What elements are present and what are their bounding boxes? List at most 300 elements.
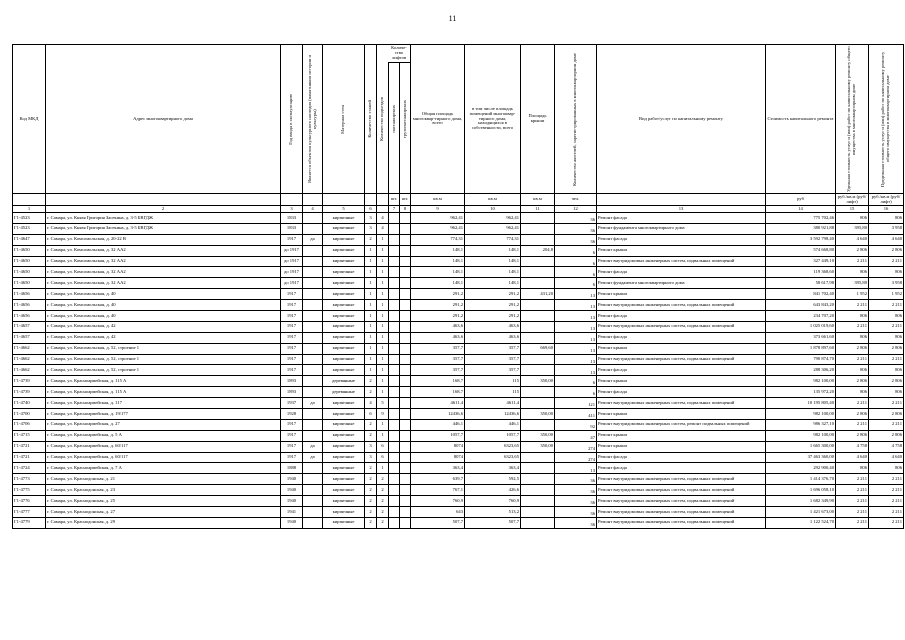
cell-lp — [389, 311, 400, 322]
cell-cost: 380 921,88 — [766, 223, 836, 234]
cell-unit: 2 211 — [836, 517, 869, 528]
cell-unit: 806 — [836, 365, 869, 376]
cell-heritage — [303, 332, 323, 343]
cell-entr: 1 — [377, 245, 389, 256]
cell-address: г. Самара, ул. Комсомольская, д. 52, строение 1 — [46, 365, 281, 376]
cell-heritage — [303, 343, 323, 354]
cell-floors: 1 — [365, 365, 377, 376]
column-number: 2 — [46, 206, 281, 213]
cell-cost: 234 707,20 — [766, 311, 836, 322]
cell-lc — [400, 398, 411, 409]
cell-lp — [389, 496, 400, 507]
cell-cost: 292 900,40 — [766, 463, 836, 474]
cell-total: 1057,7 — [411, 430, 465, 441]
cell-lc — [400, 289, 411, 300]
col-header-entrances: Количество подъездов — [377, 45, 389, 194]
cell-heritage: да — [303, 398, 323, 409]
table-row — [13, 463, 904, 474]
cell-year: 1940 — [281, 496, 303, 507]
cell-work: Ремонт внутридомовых инженерных систем, ремонт подвальных помещений — [597, 419, 766, 430]
cell-work: Ремонт крыши — [597, 343, 766, 354]
cell-entr: 1 — [377, 463, 389, 474]
cell-floors: 2 — [365, 430, 377, 441]
unit-rub-sqm: руб./кв.м (руб/лифт) — [836, 194, 869, 206]
cell-floors: 1 — [365, 343, 377, 354]
cell-address: г. Самара, ул. Комсомольская, д. 40 — [46, 311, 281, 322]
cell-cost: 775 702,46 — [766, 213, 836, 224]
cell-unit: 2 211 — [836, 354, 869, 365]
header-row — [13, 45, 904, 194]
cell-lc — [400, 419, 411, 430]
cell-owned: 507,7 — [465, 517, 521, 528]
cell-work: Ремонт фасада — [597, 234, 766, 245]
cell-wall: кирпичные — [323, 213, 365, 224]
cell-lc — [400, 409, 411, 420]
cell-lp — [389, 245, 400, 256]
cell-address: г. Самара, ул. Комсомольская, д. 52, строение 1 — [46, 354, 281, 365]
cell-cost: 10 195 805,40 — [766, 398, 836, 409]
cell-year: 1917 — [281, 321, 303, 332]
cell-entr: 1 — [377, 300, 389, 311]
cell-max: 2 211 — [869, 419, 904, 430]
table-row — [13, 517, 904, 528]
column-number: 7 — [389, 206, 400, 213]
cell-floors: 1 — [365, 267, 377, 278]
cell-wall: кирпичные — [323, 485, 365, 496]
cell-heritage — [303, 463, 323, 474]
cell-work: Ремонт внутридомовых инженерных систем, подвальных помещений — [597, 485, 766, 496]
cell-max: 2 806 — [869, 376, 904, 387]
cell-wall: кирпичные — [323, 321, 365, 332]
cell-max: 806 — [869, 267, 904, 278]
cell-cost: 643 843,20 — [766, 300, 836, 311]
cell-max: 2 806 — [869, 343, 904, 354]
col-header-lifts: Количе-ство лифтов — [388, 45, 410, 63]
cell-people: 6 — [555, 376, 597, 387]
cell-max: 2 211 — [869, 300, 904, 311]
cell-lc — [400, 278, 411, 289]
cell-max: 3 958 — [869, 278, 904, 289]
cell-owned: 357,7 — [465, 354, 521, 365]
cell-wall: кирпичные — [323, 398, 365, 409]
cell-entr: 1 — [377, 267, 389, 278]
table-row — [13, 256, 904, 267]
cell-owned: 357,7 — [465, 343, 521, 354]
cell-owned: 760,9 — [465, 496, 521, 507]
cell-cost: 373 661,60 — [766, 332, 836, 343]
cell-cost: 1 025 019,60 — [766, 321, 836, 332]
cell-year: 1917 — [281, 300, 303, 311]
table-row — [13, 332, 904, 343]
column-number: 3 — [281, 206, 303, 213]
cell-work: Ремонт крыши — [597, 289, 766, 300]
cell-cost: 3 592 798,40 — [766, 234, 836, 245]
cell-lc — [400, 332, 411, 343]
cell-people: 36 — [555, 485, 597, 496]
cell-owned: 592,5 — [465, 474, 521, 485]
cell-heritage — [303, 474, 323, 485]
cell-lc — [400, 365, 411, 376]
cell-total: 148,1 — [411, 267, 465, 278]
cell-floors: 1 — [365, 289, 377, 300]
cell-wall: кирпичные — [323, 507, 365, 518]
cell-wall: кирпичные — [323, 365, 365, 376]
cell-wall: кирпичные — [323, 419, 365, 430]
table-row — [13, 376, 904, 387]
cell-roof — [521, 267, 555, 278]
cell-wall: кирпичные — [323, 474, 365, 485]
cell-lc — [400, 213, 411, 224]
cell-total: 446,1 — [411, 419, 465, 430]
table-row — [13, 430, 904, 441]
table-row — [13, 321, 904, 332]
cell-owned: 148,1 — [465, 245, 521, 256]
cell-code: Г1-4662 — [13, 354, 46, 365]
cell-lp — [389, 452, 400, 463]
cell-cost: 982 100,00 — [766, 430, 836, 441]
cell-roof: 431,20 — [521, 289, 555, 300]
cell-work: Ремонт фасада — [597, 332, 766, 343]
unit-pcs: шт. — [400, 194, 411, 206]
cell-floors: 2 — [365, 463, 377, 474]
cell-code: Г1-4662 — [13, 343, 46, 354]
cell-lc — [400, 300, 411, 311]
cell-code: Г1-4706 — [13, 419, 46, 430]
cell-lp — [389, 507, 400, 518]
cell-address: г. Самара, ул. Краснодонская, д. 27 — [46, 507, 281, 518]
cell-total: 357,7 — [411, 354, 465, 365]
cell-year: 1917 — [281, 343, 303, 354]
cell-people: 36 — [555, 517, 597, 528]
cell-work: Ремонт внутридомовых инженерных систем, подвальных помещений — [597, 300, 766, 311]
col-header-year: Год ввода в эксплуатацию — [281, 45, 303, 194]
cell-unit: 806 — [836, 332, 869, 343]
cell-entr: 1 — [377, 354, 389, 365]
cell-roof — [521, 474, 555, 485]
cell-code: Г1-4779 — [13, 517, 46, 528]
cell-code: Г1-4739 — [13, 376, 46, 387]
cell-address: г. Самара, ул. Комсомольская, д. 40 — [46, 300, 281, 311]
cell-total: 357,7 — [411, 343, 465, 354]
cell-code: Г1-4721 — [13, 441, 46, 452]
cell-unit: 2 211 — [836, 321, 869, 332]
column-number: 16 — [869, 206, 904, 213]
cell-wall: кирпичные — [323, 354, 365, 365]
cell-address: г. Самара, ул. Князя Григория Засекина, д. 3-5 БВГДЖ — [46, 213, 281, 224]
cell-people: 13 — [555, 343, 597, 354]
cell-owned: 291,2 — [465, 289, 521, 300]
cell-entr: 1 — [377, 387, 389, 398]
cell-year: до 1917 — [281, 267, 303, 278]
cell-total: 463,6 — [411, 321, 465, 332]
cell-lc — [400, 311, 411, 322]
cell-unit: 2 211 — [836, 496, 869, 507]
cell-year: 1917 — [281, 332, 303, 343]
cell-code: Г1-4721 — [13, 452, 46, 463]
table-row — [13, 452, 904, 463]
cell-year: 1917 — [281, 441, 303, 452]
cell-unit: 395,80 — [836, 278, 869, 289]
repair-register-table — [12, 44, 904, 529]
cell-max: 2 211 — [869, 354, 904, 365]
cell-lp — [389, 234, 400, 245]
cell-people: 6 — [555, 278, 597, 289]
cell-lc — [400, 387, 411, 398]
cell-lc — [400, 507, 411, 518]
cell-entr: 1 — [377, 332, 389, 343]
cell-heritage — [303, 223, 323, 234]
cell-work: Ремонт фасада — [597, 452, 766, 463]
cell-owned: 363,4 — [465, 463, 521, 474]
cell-total: 760,9 — [411, 496, 465, 507]
cell-roof — [521, 517, 555, 528]
cell-owned: 962,41 — [465, 213, 521, 224]
cell-floors: 6 — [365, 409, 377, 420]
cell-people: 274 — [555, 452, 597, 463]
cell-total: 148,1 — [411, 278, 465, 289]
cell-entr: 1 — [377, 234, 389, 245]
cell-max: 2 211 — [869, 321, 904, 332]
cell-lp — [389, 441, 400, 452]
cell-roof — [521, 223, 555, 234]
cell-max: 3 958 — [869, 223, 904, 234]
cell-lc — [400, 452, 411, 463]
cell-total: 8074 — [411, 452, 465, 463]
cell-heritage: да — [303, 441, 323, 452]
cell-total: 4611,4 — [411, 398, 465, 409]
cell-code: Г1-4724 — [13, 463, 46, 474]
cell-floors: 2 — [365, 517, 377, 528]
cell-cost: 790 874,70 — [766, 354, 836, 365]
cell-unit: 2 211 — [836, 256, 869, 267]
cell-year: до 1917 — [281, 256, 303, 267]
cell-work: Ремонт фасада — [597, 267, 766, 278]
cell-people: 13 — [555, 354, 597, 365]
cell-owned: 148,1 — [465, 256, 521, 267]
cell-address: г. Самара, ул. Комсомольская, д. 20-22 В — [46, 234, 281, 245]
cell-wall: кирпичные — [323, 300, 365, 311]
col-header-work-type: Вид работ/услуг по капитальному ремонту — [597, 45, 766, 194]
cell-wall: деревянные — [323, 376, 365, 387]
cell-wall: кирпичные — [323, 267, 365, 278]
cell-total: 774,31 — [411, 234, 465, 245]
cell-heritage — [303, 321, 323, 332]
cell-work: Ремонт внутридомовых инженерных систем, подвальных помещений — [597, 507, 766, 518]
cell-floors: 3 — [365, 441, 377, 452]
cell-owned: 115 — [465, 387, 521, 398]
cell-lp — [389, 376, 400, 387]
cell-work: Ремонт крыши — [597, 441, 766, 452]
cell-owned: 513,2 — [465, 507, 521, 518]
cell-floors: 1 — [365, 311, 377, 322]
cell-roof: 350,00 — [521, 441, 555, 452]
cell-entr: 2 — [377, 485, 389, 496]
cell-people: 13 — [555, 321, 597, 332]
cell-roof: 350,00 — [521, 376, 555, 387]
table-row — [13, 387, 904, 398]
cell-roof — [521, 332, 555, 343]
cell-people: 36 — [555, 223, 597, 234]
cell-lc — [400, 485, 411, 496]
cell-work: Ремонт крыши — [597, 376, 766, 387]
cell-people: 36 — [555, 474, 597, 485]
cell-code: Г1-4656 — [13, 311, 46, 322]
cell-cost: 1 696 058,10 — [766, 485, 836, 496]
cell-floors: 2 — [365, 419, 377, 430]
col-header-residents: Количество жителей, зарегистрированных в многоквартирном доме — [555, 45, 597, 194]
cell-roof — [521, 496, 555, 507]
cell-entr: 1 — [377, 321, 389, 332]
cell-year: 1833 — [281, 223, 303, 234]
cell-address: г. Самара, ул. Красноармейская, д. 27 — [46, 419, 281, 430]
cell-year: 1893 — [281, 387, 303, 398]
cell-total: 8074 — [411, 441, 465, 452]
cell-lc — [400, 354, 411, 365]
cell-code: Г1-4777 — [13, 507, 46, 518]
unit-pcs: шт. — [389, 194, 400, 206]
cell-max: 2 806 — [869, 409, 904, 420]
cell-wall: кирпичные — [323, 234, 365, 245]
cell-address: г. Самара, ул. Князя Григория Засекина, д. 3-5 БВГДЖ — [46, 223, 281, 234]
cell-heritage — [303, 517, 323, 528]
cell-code: Г1-4662 — [13, 365, 46, 376]
cell-wall: кирпичные — [323, 496, 365, 507]
table-row — [13, 496, 904, 507]
cell-year: 1833 — [281, 213, 303, 224]
cell-address: г. Самара, ул. Краснодонская, д. 29 — [46, 517, 281, 528]
cell-cost: 841 702,40 — [766, 289, 836, 300]
cell-code: Г1-4657 — [13, 321, 46, 332]
cell-people: 6 — [555, 256, 597, 267]
cell-floors: 2 — [365, 474, 377, 485]
cell-cost: 982 100,00 — [766, 376, 836, 387]
cell-people: 13 — [555, 332, 597, 343]
table-row — [13, 245, 904, 256]
table-row — [13, 300, 904, 311]
cell-year: 1928 — [281, 409, 303, 420]
column-number: 4 — [303, 206, 323, 213]
cell-floors: 1 — [365, 354, 377, 365]
cell-people: 47 — [555, 430, 597, 441]
cell-lp — [389, 430, 400, 441]
cell-unit: 806 — [836, 267, 869, 278]
cell-total: 148,1 — [411, 245, 465, 256]
cell-code: Г1-4650 — [13, 256, 46, 267]
cell-work: Ремонт внутридомовых инженерных систем, подвальных помещений — [597, 398, 766, 409]
cell-people: 121 — [555, 398, 597, 409]
cell-entr: 2 — [377, 517, 389, 528]
cell-floors: 2 — [365, 376, 377, 387]
cell-max: 2 211 — [869, 485, 904, 496]
cell-year: 1888 — [281, 463, 303, 474]
cell-entr: 9 — [377, 409, 389, 420]
table-row — [13, 419, 904, 430]
cell-cost: 1 665 300,00 — [766, 441, 836, 452]
cell-heritage — [303, 430, 323, 441]
cell-lp — [389, 365, 400, 376]
cell-lp — [389, 485, 400, 496]
cell-roof — [521, 213, 555, 224]
cell-lp — [389, 463, 400, 474]
cell-wall: кирпичные — [323, 245, 365, 256]
cell-lc — [400, 234, 411, 245]
cell-cost: 574 668,80 — [766, 245, 836, 256]
cell-wall: кирпичные — [323, 343, 365, 354]
column-number: 10 — [465, 206, 521, 213]
cell-work: Ремонт фундамента многоквартирного дома — [597, 278, 766, 289]
cell-lc — [400, 463, 411, 474]
cell-max: 2 806 — [869, 430, 904, 441]
cell-entr: 1 — [377, 430, 389, 441]
column-number: 11 — [521, 206, 555, 213]
cell-floors: 2 — [365, 485, 377, 496]
cell-total: 168,7 — [411, 376, 465, 387]
col-header-lifts-cargo: грузопассажирских — [400, 45, 411, 194]
cell-roof — [521, 485, 555, 496]
cell-code: Г1-4776 — [13, 496, 46, 507]
cell-max: 806 — [869, 365, 904, 376]
cell-owned: 115 — [465, 376, 521, 387]
cell-max: 1 952 — [869, 289, 904, 300]
cell-lp — [389, 343, 400, 354]
cell-unit: 395,80 — [836, 223, 869, 234]
cell-year: 1917 — [281, 419, 303, 430]
cell-owned: 148,1 — [465, 267, 521, 278]
cell-cost: 1 414 376,70 — [766, 474, 836, 485]
cell-owned: 4611,4 — [465, 398, 521, 409]
cell-heritage — [303, 300, 323, 311]
cell-wall: кирпичные — [323, 223, 365, 234]
unit-area: кв.м — [411, 194, 465, 206]
cell-work: Ремонт крыши — [597, 245, 766, 256]
cell-work: Ремонт крыши — [597, 409, 766, 420]
column-number: 12 — [555, 206, 597, 213]
cell-code: Г1-4740 — [13, 398, 46, 409]
cell-floors: 1 — [365, 256, 377, 267]
cell-wall: кирпичные — [323, 278, 365, 289]
cell-lc — [400, 321, 411, 332]
cell-entr: 2 — [377, 474, 389, 485]
cell-floors: 3 — [365, 213, 377, 224]
column-number: 15 — [836, 206, 869, 213]
cell-cost: 58 617,98 — [766, 278, 836, 289]
column-number: 8 — [400, 206, 411, 213]
table-row — [13, 213, 904, 224]
cell-unit: 1 952 — [836, 289, 869, 300]
table-row — [13, 278, 904, 289]
cell-total: 168,7 — [411, 387, 465, 398]
cell-entr: 4 — [377, 213, 389, 224]
cell-roof — [521, 234, 555, 245]
cell-year: 1937 — [281, 398, 303, 409]
cell-people: 6 — [555, 267, 597, 278]
cell-total: 12436,6 — [411, 409, 465, 420]
col-header-owned-area: в том числе площадь помещений многоквар-тирного дома, находящихся в собственности, всего — [465, 45, 521, 194]
cell-year: 1940 — [281, 474, 303, 485]
cell-address: г. Самара, ул. Комсомольская, д. 32 АА2 — [46, 245, 281, 256]
cell-floors: 1 — [365, 321, 377, 332]
cell-total: 291,2 — [411, 300, 465, 311]
cell-work: Ремонт внутридомовых инженерных систем, подвальных помещений — [597, 321, 766, 332]
cell-address: г. Самара, ул. Красноармейская, д. 7 А — [46, 463, 281, 474]
cell-max: 2 806 — [869, 245, 904, 256]
cell-owned: 357,7 — [465, 365, 521, 376]
cell-roof — [521, 365, 555, 376]
cell-people: 36 — [555, 213, 597, 224]
cell-max: 806 — [869, 332, 904, 343]
cell-work: Ремонт внутридомовых инженерных систем, подвальных помещений — [597, 256, 766, 267]
col-header-roof-area: Площадь крыши — [521, 45, 555, 194]
